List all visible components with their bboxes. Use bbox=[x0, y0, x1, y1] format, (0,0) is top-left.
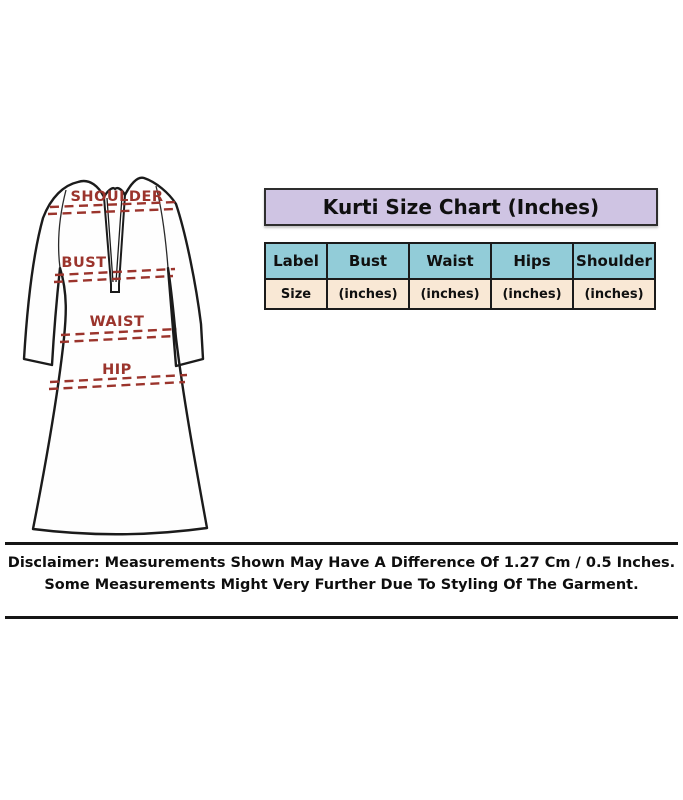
header-cell-bust: Bust bbox=[327, 243, 409, 279]
disclaimer-line-1: Disclaimer: Measurements Shown May Have A Difference Of 1.27 Cm / 0.5 Inches. bbox=[7, 555, 676, 571]
size-table bbox=[264, 242, 656, 310]
kurti-diagram bbox=[10, 172, 250, 544]
waist-label: WAIST bbox=[89, 314, 145, 330]
header-cell-waist: Waist bbox=[409, 243, 491, 279]
subheader-cell-inches: (inches) bbox=[327, 279, 409, 309]
header-cell-shoulder: Shoulder bbox=[573, 243, 655, 279]
bust-label: BUST bbox=[61, 255, 107, 271]
chart-title-box bbox=[264, 188, 658, 226]
kurti-outline bbox=[24, 178, 207, 535]
hip-label: HIP bbox=[102, 362, 132, 378]
divider-top bbox=[5, 542, 678, 545]
divider-bottom bbox=[5, 616, 678, 619]
disclaimer bbox=[0, 552, 683, 596]
table-subheader-row bbox=[265, 279, 655, 309]
subheader-cell-inches: (inches) bbox=[409, 279, 491, 309]
subheader-cell-size: Size bbox=[265, 279, 327, 309]
subheader-cell-inches: (inches) bbox=[573, 279, 655, 309]
header-cell-hips: Hips bbox=[491, 243, 573, 279]
subheader-cell-inches: (inches) bbox=[491, 279, 573, 309]
chart-title: Kurti Size Chart (Inches) bbox=[322, 195, 600, 219]
table-header-row bbox=[265, 243, 655, 279]
disclaimer-line-2: Some Measurements Might Very Further Due To Styling Of The Garment. bbox=[44, 577, 639, 593]
shoulder-label: SHOULDER bbox=[70, 189, 164, 205]
header-cell-label: Label bbox=[265, 243, 327, 279]
